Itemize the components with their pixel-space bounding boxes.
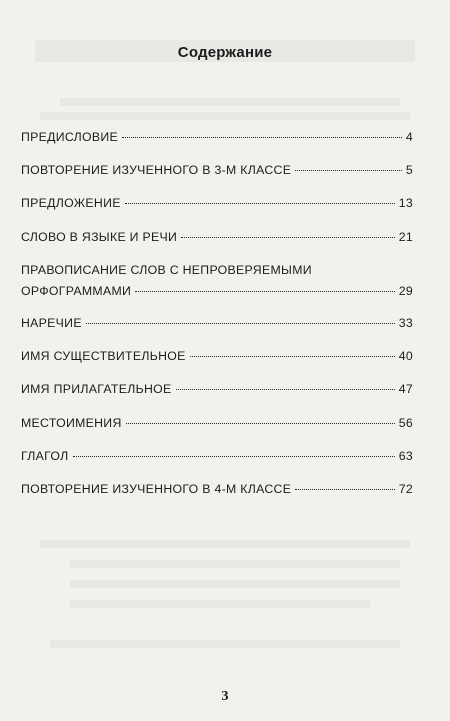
toc-entry-title-line2: ОРФОГРАММАМИ [21, 284, 132, 298]
table-of-contents [21, 128, 413, 498]
dot-leader [73, 456, 395, 457]
toc-entry-page: 29 [398, 284, 413, 298]
toc-entry-page: 33 [398, 316, 413, 330]
show-through-line [70, 560, 400, 568]
toc-entry [21, 447, 413, 465]
toc-entry-title: ПРЕДИСЛОВИЕ [21, 130, 119, 144]
dot-leader [126, 423, 395, 424]
dot-leader [295, 170, 402, 171]
toc-entry-title: ПОВТОРЕНИЕ ИЗУЧЕННОГО В 3-М КЛАССЕ [21, 163, 292, 177]
show-through-line [40, 540, 410, 548]
toc-entry-page: 21 [398, 230, 413, 244]
toc-entry [21, 380, 413, 398]
toc-entry-page: 4 [405, 130, 413, 144]
toc-entry-page: 47 [398, 382, 413, 396]
toc-entry-page: 72 [398, 482, 413, 496]
page-title: Содержание [177, 44, 273, 61]
toc-entry-page: 63 [398, 449, 413, 463]
toc-entry-page: 5 [405, 163, 413, 177]
show-through-line [70, 600, 370, 608]
show-through-line [60, 98, 400, 106]
toc-entry-title: ПОВТОРЕНИЕ ИЗУЧЕННОГО В 4-М КЛАССЕ [21, 482, 292, 496]
dot-leader [86, 323, 395, 324]
toc-entry [21, 347, 413, 365]
show-through-line [50, 640, 400, 648]
toc-entry-title: МЕСТОИМЕНИЯ [21, 416, 122, 430]
toc-entry-title: СЛОВО В ЯЗЫКЕ И РЕЧИ [21, 230, 178, 244]
toc-entry [21, 194, 413, 212]
toc-entry-page: 40 [398, 349, 413, 363]
dot-leader [176, 389, 395, 390]
toc-entry-page: 56 [398, 416, 413, 430]
dot-leader [135, 291, 395, 292]
page-number: 3 [221, 689, 229, 704]
toc-entry [21, 128, 413, 146]
toc-entry-title: НАРЕЧИЕ [21, 316, 82, 330]
toc-entry-title: ГЛАГОЛ [21, 449, 69, 463]
toc-entry [21, 414, 413, 432]
toc-entry-page: 13 [398, 196, 413, 210]
dot-leader [295, 489, 395, 490]
toc-entry [21, 314, 413, 332]
dot-leader [122, 137, 402, 138]
show-through-line [70, 580, 400, 588]
dot-leader [181, 237, 395, 238]
toc-entry [21, 261, 413, 300]
toc-entry-title: ИМЯ ПРИЛАГАТЕЛЬНОЕ [21, 382, 172, 396]
toc-entry-title-line1: ПРАВОПИСАНИЕ СЛОВ С НЕПРОВЕРЯЕМЫМИ [21, 263, 312, 277]
dot-leader [125, 203, 395, 204]
toc-entry [21, 228, 413, 246]
dot-leader [190, 356, 395, 357]
toc-entry [21, 161, 413, 179]
toc-entry [21, 480, 413, 498]
toc-entry-title: ИМЯ СУЩЕСТВИТЕЛЬНОЕ [21, 349, 186, 363]
toc-entry-title: ПРЕДЛОЖЕНИЕ [21, 196, 121, 210]
show-through-line [40, 112, 410, 120]
